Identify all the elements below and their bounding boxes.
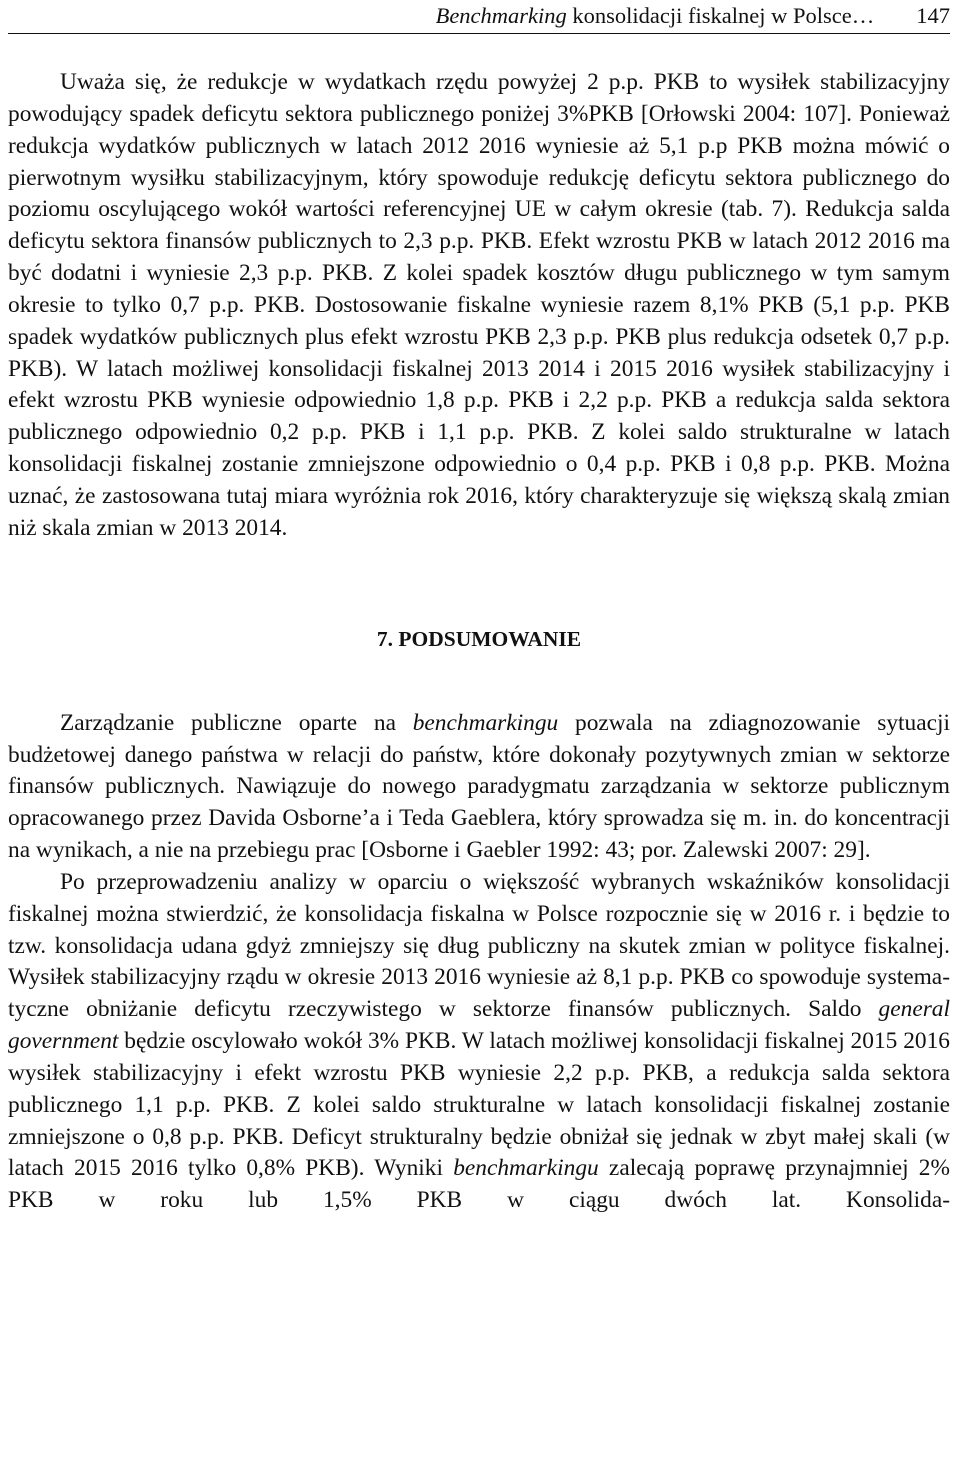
paragraph-2-text-a: Zarządzanie publiczne oparte na [60, 709, 413, 736]
paragraph-3-text-c: będzie oscylowało wokół 3% PKB. W latach możliwej konsolidacji fiskalnej 2015 2016 wysiłek stabilizacyjny i efekt wzrostu PKB wyniesie 2,2 p.p. PKB, a redukcja salda sektora publicznego 1,1 p.p. PKB. Z kolei saldo strukturalne w latach konsolidacji fiskalnej zostanie zmniejszone o 0,8 p.p. PKB. Deficyt strukturalny będzie obniżał się jednak w zbyt małej skali (w latach 2015 2016 tylko 0,8% PKB). Wyniki [8, 1028, 950, 1182]
page-number: 147 [916, 3, 950, 28]
paragraph-3-text-a: Po przeprowadzeniu analizy w oparciu o większość wybranych wskaźników konsolidacji fiskalnej można stwierdzić, że konsolidacja fiskalna w Polsce rozpocznie się w 2016 r. i będzie to tzw. konsolidacja udana gdyż zmniejszy się dług publiczny na skutek zmian w polityce fiskalnej. Wysiłek stabilizacyjny rządu w okresie 2013 2016 wyniesie aż 8,1 p.p. PKB co spowoduje systematyczne obniżanie deficytu rzeczywistego w sektorze finansów publicznych. Saldo [8, 868, 950, 1023]
body-paragraph-1: Uważa się, że redukcje w wydatkach rzędu powyżej 2 p.p. PKB to wysiłek stabilizacyjny powodujący spadek deficytu sektora publicznego poniżej 3%PKB [Orłowski 2004: 107]. Ponieważ redukcja wydatków publicznych w latach 2012 2016 wyniesie aż 5,1 p.p PKB można mówić o pierwotnym wysiłku stabilizacyjnym, który spowoduje redukcję deficytu sektora publicznego do poziomu oscylującego wokół wartości referencyjnej UE w całym okresie (tab. 7). Redukcja salda deficytu sektora finansów publicznych to 2,3 p.p. PKB. Efekt wzrostu PKB w latach 2012 2016 ma być dodatni i wyniesie 2,3 p.p. PKB. Z kolei spadek kosztów długu publicznego w tym samym okresie to tylko 0,7 p.p. PKB. Dostosowanie fiskalne wyniesie razem 8,1% PKB (5,1 p.p. PKB spadek wydatków publicznych plus efekt wzrostu PKB 2,3 p.p. PKB plus redukcja odsetek 0,7 p.p. PKB). W latach możliwej konsolidacji fiskalnej 2013 2014 i 2015 2016 wysiłek stabilizacyjny i efekt wzrostu PKB wyniesie odpowiednio 1,8 p.p. PKB i 2,2 p.p. PKB a redukcja salda sektora publicznego odpowiednio 0,2 p.p. PKB i 1,1 p.p. PKB. Z kolei saldo strukturalne w latach konsolidacji fiskalnej zostanie zmniejszone odpowiednio o 0,4 p.p. PKB i 0,8 p.p. PKB. Można uznać, że zastosowana tutaj miara wyróżnia rok 2016, który charakteryzuje się większą skalą zmian niż skala zmian w 2013 2014. [8, 69, 950, 541]
running-title-italic: Benchmarking [435, 3, 567, 28]
paragraph-3-italic-term-2: benchmarkingu [453, 1155, 599, 1182]
paragraph-2-text-c: pozwala na zdiagnozowanie sytuacji budżetowej danego państwa w relacji do państw, które dokonały pozytywnych zmian w sektorze finansów publicznych. Nawiązuje do nowego paradygmatu zarządzania w sektorze publicznym opracowanego przez Davida Osborne’a i Teda Gaeblera, który sprowadza się m. in. do koncentracji na wynikach, a nie na przebiegu prac [Osborne i Gaebler 1992: 43; por. Zalewski 2007: 29]. [8, 709, 951, 864]
running-title [436, 3, 875, 29]
paragraph-3-text-d: zalecają poprawę przynajmniej 2% PKB w roku lub 1,5% PKB w ciągu dwóch lat. Konsolida- [8, 1155, 950, 1214]
section-heading: 7. PODSUMOWANIE [376, 626, 582, 651]
paragraph-2-italic-term: benchmarkingu [412, 709, 559, 736]
running-header [8, 0, 950, 34]
body-paragraph-2 [8, 708, 950, 867]
running-title-rest: konsolidacji fiskalnej w Polsce… [566, 3, 875, 28]
body-paragraph-3 [8, 867, 950, 1217]
paragraph-3-italic-term: general government [8, 996, 950, 1055]
